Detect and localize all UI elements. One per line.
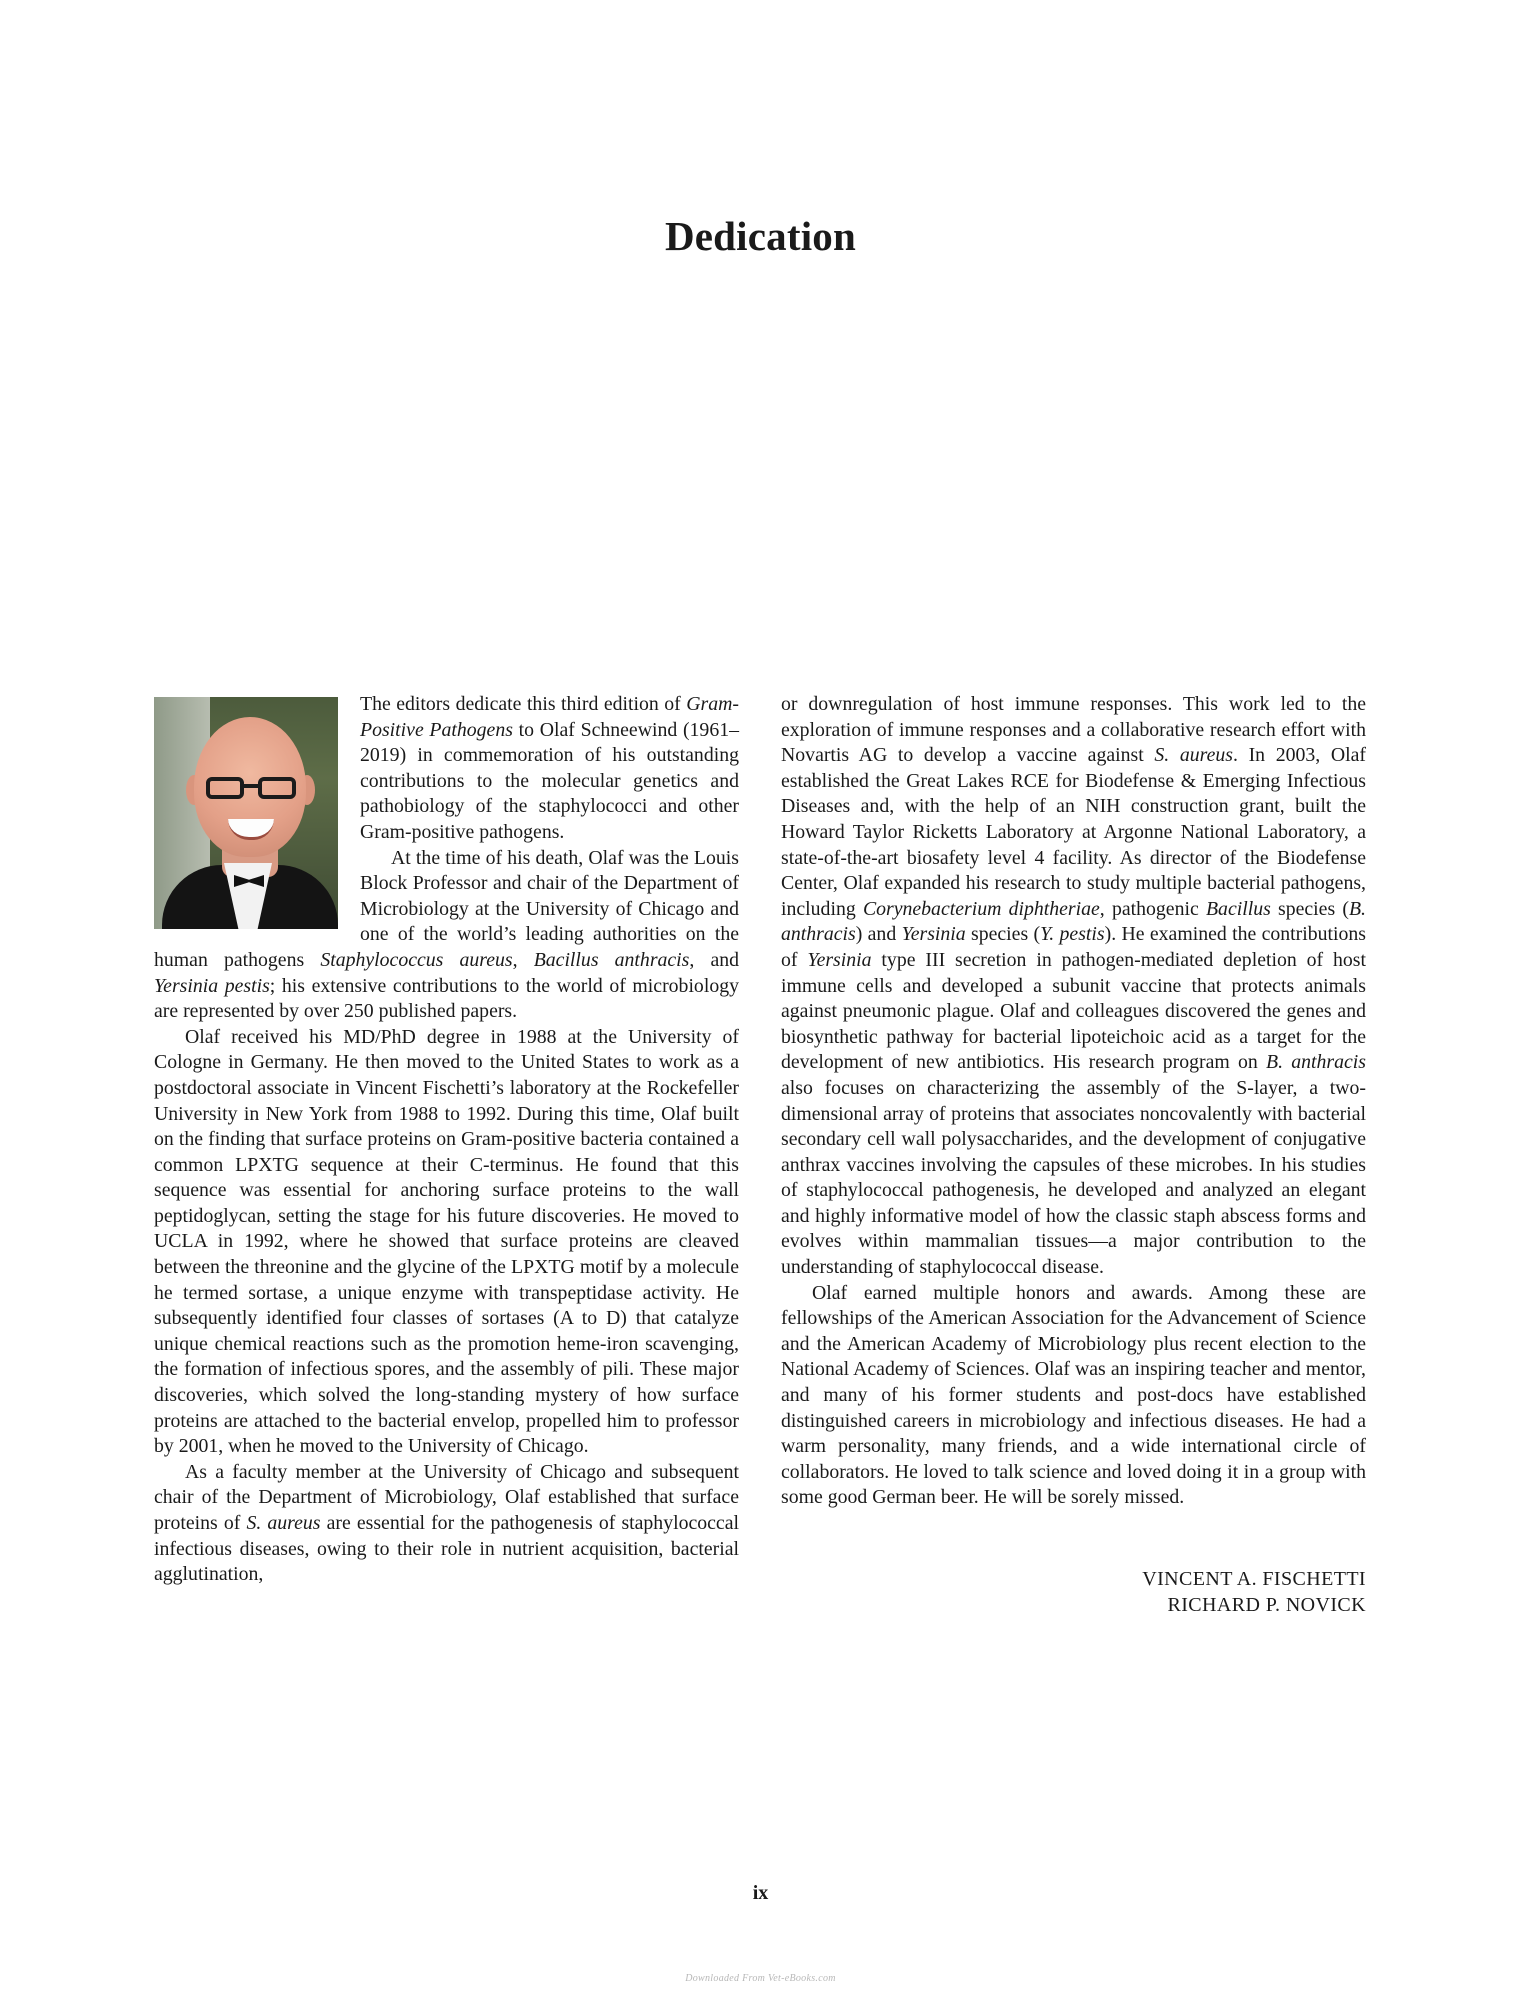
page-number: ix: [752, 1882, 769, 1904]
paragraph-faculty: As a faculty member at the University of Chicago and subsequent chair of the Department of Microbiology, Olaf established that surface proteins of S. aureus are essential for the pathogenesis of staphylococcal infectious diseases, owing to their role in nutrient acquisition, bacterial agglutination,: [154, 1460, 739, 1586]
page-title: Dedication: [664, 213, 857, 259]
footer-credit: Downloaded From Vet-eBooks.com: [685, 1973, 836, 1984]
portrait-photo: [154, 697, 338, 929]
paragraph-career: Olaf received his MD/PhD degree in 1988 at the University of Cologne in Germany. He then moved to the United States to work as a postdoctoral associate in Vincent Fischetti’s laboratory at the Rockefeller University in New York from 1988 to 1992. During this time, Olaf built on the finding that surface proteins on Gram-positive bacteria contained a common LPXTG sequence at their C-terminus. He found that this sequence was essential for anchoring surface proteins to the wall peptidoglycan, setting the stage for his future discoveries. He moved to UCLA in 1992, where he showed that surface proteins are cleaved between the threonine and the glycine of the LPXTG motif by a molecule he termed sortase, a unique enzyme with transpeptidase activity. He subsequently identified four classes of sortases (A to D) that catalyze unique chemical reactions such as the promotion heme-iron scavenging, the formation of infectious spores, and the assembly of pili. These major discoveries, which solved the long-standing mystery of how surface proteins are attached to the bacterial envelop, propelled him to professor by 2001, when he moved to the University of Chicago.: [154, 1025, 739, 1458]
paragraph-position: At the time of his death, Olaf was the Louis Block Professor and chair of the Department of Microbiology at the University of Chicago and one of the world’s leading authorities on the human pathogens Staphylococcus aureus, Bacillus anthracis, and Yersinia pestis; his extensive contributions to the world of microbiology are represented by over 250 published papers.: [154, 846, 740, 1023]
paragraph-intro: The editors dedicate this third edition of Gram-Positive Pathogens to Olaf Schneewind (1961–2019) in commemoration of his outstanding contributions to the molecular genetics and pathobiology of the staphylococci and other Gram-positive pathogens.: [360, 693, 739, 843]
signature-block: [781, 1566, 1366, 1618]
paragraph-honors: Olaf earned multiple honors and awards. Among these are fellowships of the American Association for the Advancement of Science and the American Academy of Microbiology plus recent election to the National Academy of Sciences. Olaf was an inspiring teacher and mentor, and many of his former students and post-docs have established distinguished careers in microbiology and infectious diseases. He had a warm personality, many friends, and a wide international circle of collaborators. He loved to talk science and loved doing it in a group with some good German beer. He will be sorely missed.: [781, 1281, 1366, 1509]
signature-name-1: VINCENT A. FISCHETTI: [1142, 1568, 1366, 1590]
signature-name-2: RICHARD P. NOVICK: [1167, 1594, 1366, 1616]
left-column: [154, 692, 739, 1588]
paragraph-research: or downregulation of host immune responses. This work led to the exploration of immune responses and a collaborative research effort with Novartis AG to develop a vaccine against S. aureus. In 2003, Olaf established the Great Lakes RCE for Biodefense & Emerging Infectious Diseases and, with the help of an NIH construction grant, built the Howard Taylor Ricketts Laboratory at Argonne National Laboratory, a state-of-the-art biosafety level 4 facility. As director of the Biodefense Center, Olaf expanded his research to study multiple bacterial pathogens, including Corynebacterium diphtheriae, pathogenic Bacillus species (B. anthracis) and Yersinia species (Y. pestis). He examined the contributions of Yersinia type III secretion in pathogen-mediated depletion of host immune cells and developed a subunit vaccine that protects animals against pneumonic plague. Olaf and colleagues discovered the genes and biosynthetic pathway for bacterial lipoteichoic acid as a target for the development of new antibiotics. His research program on B. anthracis also focuses on characterizing the assembly of the S-layer, a two-dimensional array of proteins that associates noncovalently with bacterial secondary cell wall polysaccharides, and the development of conjugative anthrax vaccines involving the capsules of these microbes. In his studies of staphylococcal pathogenesis, he developed and analyzed an elegant and highly informative model of how the classic staph abscess forms and evolves within mammalian tissues—a major contribution to the understanding of staphylococcal disease.: [781, 693, 1366, 1279]
right-column: [781, 692, 1366, 1618]
